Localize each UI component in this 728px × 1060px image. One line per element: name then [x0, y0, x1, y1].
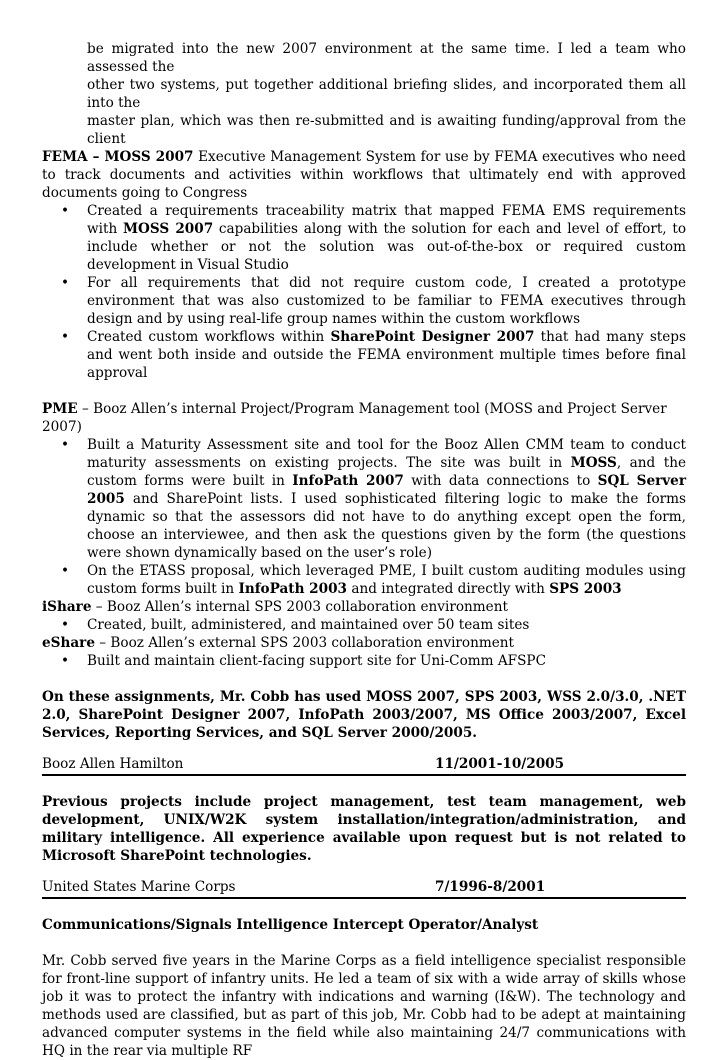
usmc-description: Mr. Cobb served five years in the Marine Corps as a field intelligence specialist responsible for front-line support of infantry units. He led a team of six with a wide array of skills whose job it was to protect the infantry with indications and warning (I&W). The technology and methods used are classified, but as part of this job, Mr. Cobb had to be adept at maintaining advanced computer systems in the field while also maintaining 24/7 communications with HQ in the rear via multiple RF — [42, 953, 686, 1059]
intro-continuation — [42, 40, 686, 148]
bullet-text: For all requirements that did not require custom code, I created a prototype environment that was also customized to be familiar to FEMA executives through design and by using real-life group names within the custom workflows — [87, 275, 686, 327]
bullet-text: Built a Maturity Assessment site and tool for the Booz Allen CMM team to conduct maturity assessments on existing projects. The site was built in — [87, 437, 686, 471]
job-title: Communications/Signals Intelligence Intercept Operator/Analyst — [42, 917, 539, 933]
bullet-bold-text: InfoPath 2007 — [292, 473, 404, 489]
fema-bullets — [42, 202, 686, 382]
bullet-icon: • — [61, 275, 70, 291]
list-item — [42, 616, 686, 634]
list-item — [42, 652, 686, 670]
resume-page — [42, 40, 686, 1060]
ishare-heading: iShare — [42, 599, 92, 615]
assignments-summary: On these assignments, Mr. Cobb has used MOSS 2007, SPS 2003, WSS 2.0/3.0, .NET 2.0, SharePoint Designer 2007, InfoPath 2003/2007, MS Office 2003/2007, Excel Services, Reporting Services, and SQL Server 2000/2005. — [42, 689, 686, 741]
bullet-text: Created a requirements traceability matrix that mapped FEMA EMS requirements with — [87, 203, 686, 237]
bullet-bold-text: MOSS — [570, 455, 617, 471]
bullet-bold-text: MOSS 2007 — [122, 221, 214, 237]
employer-name: Booz Allen Hamilton — [42, 756, 184, 772]
list-item — [42, 202, 686, 274]
ishare-project — [42, 598, 686, 616]
bullet-text: On the ETASS proposal, which leveraged PME, I built custom auditing modules using custom forms built in — [87, 563, 686, 597]
pme-heading: PME — [42, 401, 78, 417]
bullet-text: Built and maintain client-facing support site for Uni-Comm AFSPC — [87, 653, 546, 669]
list-item — [42, 562, 686, 598]
eshare-description: – Booz Allen’s external SPS 2003 collaboration environment — [94, 635, 515, 651]
ishare-description: – Booz Allen’s internal SPS 2003 collaboration environment — [91, 599, 508, 615]
booz-allen-summary: Previous projects include project management, test team management, web development, UNIX/W2K system installation/integration/administration, and military intelligence. All experience available upon request but is not related to Microsoft SharePoint technologies. — [42, 794, 686, 864]
pme-project — [42, 400, 686, 436]
bullet-bold-text: SharePoint Designer 2007 — [330, 329, 535, 345]
bullet-bold-text: SPS 2003 — [549, 581, 622, 597]
bullet-icon: • — [61, 617, 70, 633]
intro-line: other two systems, put together additional briefing slides, and incorporated them all into the — [87, 77, 686, 111]
list-item — [42, 274, 686, 328]
employer-name: United States Marine Corps — [42, 879, 236, 895]
employment-dates: 7/1996-8/2001 — [435, 879, 546, 895]
pme-bullets — [42, 436, 686, 598]
bullet-text: capabilities along with the solution for each and level of effort, to include whether or not the solution was out-of-the-box or required custom development in Visual Studio — [87, 221, 687, 273]
ishare-bullets — [42, 616, 686, 634]
booz-allen-section-header — [42, 755, 686, 776]
pme-description: – Booz Allen’s internal Project/Program Management tool (MOSS and Project Server 2007) — [42, 401, 667, 435]
bullet-icon: • — [61, 653, 70, 669]
intro-line: master plan, which was then re-submitted and is awaiting funding/approval from the client — [87, 113, 686, 147]
bullet-text: Created, built, administered, and maintained over 50 team sites — [87, 617, 530, 633]
bullet-icon: • — [61, 437, 70, 453]
eshare-project — [42, 634, 686, 652]
fema-project — [42, 148, 686, 202]
usmc-section-header — [42, 878, 686, 899]
bullet-icon: • — [61, 563, 70, 579]
bullet-icon: • — [61, 203, 70, 219]
bullet-bold-text: InfoPath 2003 — [238, 581, 348, 597]
bullet-text: Created custom workflows within — [87, 329, 331, 345]
bullet-text: , and the custom forms were built in — [87, 455, 686, 489]
bullet-text: with data connections to — [403, 473, 598, 489]
eshare-heading: eShare — [42, 635, 95, 651]
bullet-text: and SharePoint lists. I used sophisticated filtering logic to make the forms dynamic so that the assessors did not have to do anything except open the form, choose an interviewee, and then ask the questions given by the form (the questions were shown dynamically based on the user’s role) — [87, 491, 686, 561]
list-item — [42, 436, 686, 562]
bullet-text: that had many steps and went both inside and outside the FEMA environment multiple times before final approval — [87, 329, 686, 381]
intro-line: be migrated into the new 2007 environment at the same time. I led a team who assessed the — [87, 41, 686, 75]
bullet-icon: • — [61, 329, 70, 345]
fema-heading: FEMA – MOSS 2007 — [42, 149, 194, 165]
list-item — [42, 328, 686, 382]
bullet-text: and integrated directly with — [347, 581, 550, 597]
fema-description: Executive Management System for use by FEMA executives who need to track documents and activities within workflows that ultimately end with approved documents going to Congress — [42, 149, 686, 201]
employment-dates: 11/2001-10/2005 — [435, 756, 565, 772]
eshare-bullets — [42, 652, 686, 670]
bullet-bold-text: SQL Server 2005 — [87, 473, 686, 507]
